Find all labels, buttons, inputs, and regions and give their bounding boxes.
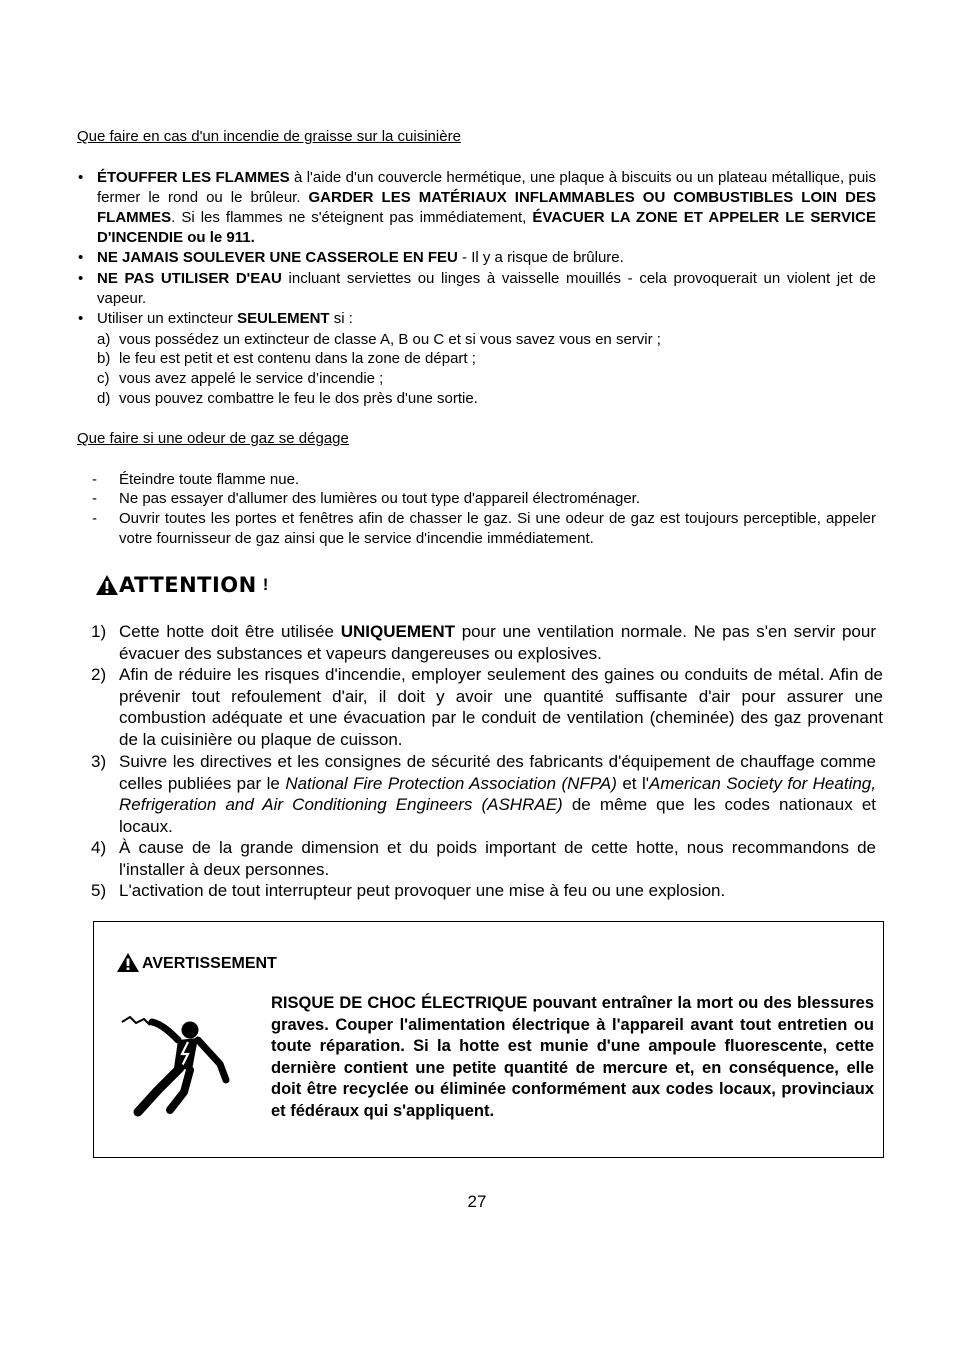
warning-box bbox=[93, 921, 884, 1158]
bullet-icon: • bbox=[78, 249, 84, 266]
extinguisher-condition: c) vous avez appelé le service d’incendie ; bbox=[97, 370, 384, 387]
item-number: 5) bbox=[91, 881, 107, 900]
bullet-icon: • bbox=[78, 270, 84, 287]
warning-triangle-icon bbox=[95, 574, 119, 596]
electric-shock-icon bbox=[116, 1008, 234, 1120]
item-number: 3) bbox=[91, 752, 107, 771]
bullet-extinguisher: Utiliser un extincteur SEULEMENT si : bbox=[97, 310, 353, 327]
bullet-smother-flames: ÉTOUFFER LES FLAMMES à l'aide d'un couvercle hermétique, une plaque à biscuits ou un plateau métallique, puis fermer le rond ou le brûleur. GARDER LES MATÉRIAUX INFLAMMABLES OU COMBUSTIBLES LOIN DES FLAMMES. Si les flammes ne s'éteignent pas immédiatement, ÉVACUER LA ZONE ET APPELER LE SERVICE D'INCENDIE ou le 911. bbox=[97, 169, 876, 246]
extinguisher-condition: a) vous possédez un extincteur de classe A, B ou C et si vous savez vous en servir ; bbox=[97, 331, 661, 348]
gas-odor-heading: Que faire si une odeur de gaz se dégage bbox=[77, 430, 349, 447]
attention-item-5: L'activation de tout interrupteur peut provoquer une mise à feu ou une explosion. bbox=[119, 881, 726, 900]
warning-heading bbox=[116, 952, 277, 973]
warning-title: AVERTISSEMENT bbox=[142, 955, 277, 972]
attention-exclamation: ! bbox=[262, 575, 269, 594]
attention-item-3: Suivre les directives et les consignes de sécurité des fabricants d'équipement de chauffage comme celles publiées par le National Fire Protection Association (NFPA) et l'American Society for Heating, Refrigeration and Air Conditioning Engineers (ASHRAE) de même que les codes nationaux et locaux. bbox=[119, 752, 876, 837]
attention-heading bbox=[95, 570, 268, 600]
gas-step: Ouvrir toutes les portes et fenêtres afin de chasser le gaz. Si une odeur de gaz est toujours perceptible, appeler votre fournisseur de gaz ainsi que le service d'incendie immédiatement. bbox=[119, 510, 876, 547]
attention-item-1: Cette hotte doit être utilisée UNIQUEMENT pour une ventilation normale. Ne pas s'en servir pour évacuer des substances et vapeurs dangereuses ou explosives. bbox=[119, 622, 876, 663]
attention-item-2: Afin de réduire les risques d'incendie, employer seulement des gaines ou conduits de métal. Afin de prévenir tout refoulement d'air, il doit y avoir une quantité suffisante d'air pour assurer une combustion adéquate et une évacuation par le conduit de ventilation (cheminée) des gaz provenant de la cuisinière ou plaque de cuisson. bbox=[119, 665, 883, 750]
dash-icon: - bbox=[92, 490, 97, 507]
dash-icon: - bbox=[92, 471, 97, 488]
item-number: 4) bbox=[91, 838, 107, 857]
item-number: 2) bbox=[91, 665, 107, 684]
attention-item-4: À cause de la grande dimension et du poids important de cette hotte, nous recommandons de l'installer à deux personnes. bbox=[119, 838, 876, 879]
gas-step: Éteindre toute flamme nue. bbox=[119, 471, 300, 488]
gas-step: Ne pas essayer d'allumer des lumières ou tout type d'appareil électroménager. bbox=[119, 490, 641, 507]
grease-fire-heading: Que faire en cas d'un incendie de graisse sur la cuisinière bbox=[77, 128, 461, 145]
warning-triangle-icon bbox=[116, 952, 140, 973]
bullet-no-water: NE PAS UTILISER D'EAU incluant serviettes ou linges à vaisselle mouillés - cela provoquerait un violent jet de vapeur. bbox=[97, 270, 877, 307]
page-number: 27 bbox=[467, 1192, 487, 1211]
bullet-icon: • bbox=[78, 169, 84, 186]
bullet-icon: • bbox=[78, 310, 84, 327]
extinguisher-condition: d) vous pouvez combattre le feu le dos près d'une sortie. bbox=[97, 390, 478, 407]
dash-icon: - bbox=[92, 510, 97, 527]
extinguisher-condition: b) le feu est petit et est contenu dans la zone de départ ; bbox=[97, 350, 476, 367]
item-number: 1) bbox=[91, 622, 107, 641]
attention-title: ATTENTION bbox=[119, 573, 257, 597]
warning-text: RISQUE DE CHOC ÉLECTRIQUE pouvant entraîner la mort ou des blessures graves. Couper l'alimentation électrique à l'appareil avant tout entretien ou toute réparation. Si la hotte est munie d'une ampoule fluorescente, cette dernière contient une petite quantité de mercure et, en conséquence, elle doit être recyclée ou éliminée conformément aux codes locaux, provinciaux et fédéraux qui s'appliquent. bbox=[271, 994, 874, 1120]
bullet-no-lift-pan: NE JAMAIS SOULEVER UNE CASSEROLE EN FEU - Il y a risque de brûlure. bbox=[97, 249, 624, 266]
